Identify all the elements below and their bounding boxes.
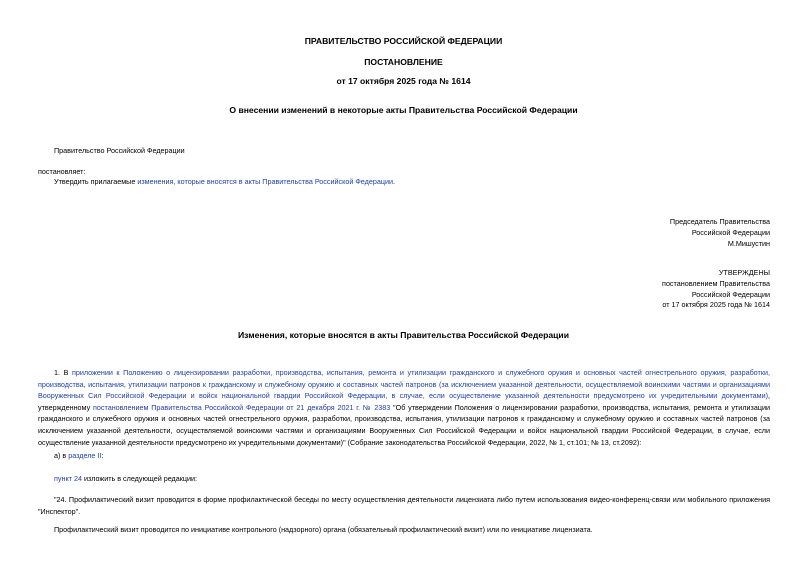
last-paragraph: Профилактический визит проводится по инициативе контрольного (надзорного) органа (обязательный профилактический визит) или по инициативе лицензиата. [54,525,593,534]
document-title: О внесении изменений в некоторые акты Правительства Российской Федерации [229,105,578,115]
government-name: ПРАВИТЕЛЬСТВО РОССИЙСКОЙ ФЕДЕРАЦИИ [304,36,503,46]
approval-organization: Российской Федерации [691,289,770,299]
point-24-link[interactable]: пункт 24 [54,474,82,483]
intro-text: Правительство Российской Федерации [54,146,185,155]
approve-suffix: . [392,177,395,186]
signature-block [500,217,770,249]
decides-text: постановляет: [38,167,86,176]
subitem-a [38,450,786,462]
signature-organization: Российской Федерации [691,227,770,237]
section-ii-link[interactable]: разделе II [68,451,102,460]
point-24-instruction [38,473,786,485]
annex-title: Изменения, которые вносятся в акты Правительства Российской Федерации [237,330,569,340]
point-24-suffix: изложить в следующей редакции: [81,474,198,483]
approve-paragraph [38,176,786,188]
approval-by: постановлением Правительства [662,278,770,288]
resolution-link[interactable]: постановлением Правительства Российской Федерации от 21 декабря 2021 г. № 2383 [93,402,391,412]
document-date-number: от 17 октября 2025 года № 1614 [336,76,471,86]
p1-mid: , утвержденному [38,391,770,412]
p1-text: "Об утверждении Положения о лицензировании разработки, производства, испытания, ремонта и утилизации гражданского и служебного оружия и основных частей огнестрельного оружия, разработки, производства, испытания, утилизации патронов к гражданскому и служебному оружию и составных частей патронов (за исключением указанной деятельности, осуществляемой воинскими частями и организациями Вооруженных Сил Российской Федерации и войск национальной гвардии Российской Федерации, в случае, если осуществление указанной деятельности предусмотрено их учредительными документами)" (Собрание законодательства Российской Федерации, 2022, № 1, ст.101; № 13, ст.2092): [38,402,770,447]
approval-date-number: от 17 октября 2025 года № 1614 [662,300,770,310]
signature-name: М.Мишустин [727,238,770,248]
approval-block [500,268,770,311]
subitem-a-prefix: а) в [54,451,69,460]
subitem-a-suffix: : [101,451,104,460]
approval-heading: УТВЕРЖДЕНЫ [718,268,770,277]
annex-paragraph-1 [38,367,770,448]
document-type: ПОСТАНОВЛЕНИЕ [364,57,443,67]
annex-appendix-link[interactable]: приложении к Положению о лицензировании разработки, производства, испытания, ремонта и утилизации гражданского и служебного оружия и основных частей огнестрельного оружия, разработки, производства, испытания, утилизации патронов к гражданскому и служебному оружию и составных частей патронов (за исключением указанной деятельности, осуществляемой воинскими частями и организациями Вооруженных Сил Российской Федерации и войск национальной гвардии Российской Федерации, в случае, если осуществление указанной деятельности предусмотрено их учредительными документами) [38,368,770,401]
approve-link[interactable]: изменения, которые вносятся в акты Правительства Российской Федерации [137,177,393,186]
p1-start: 1. В [54,368,72,377]
approve-prefix: Утвердить прилагаемые [54,177,138,186]
signature-position: Председатель Правительства [669,217,770,226]
quoted-point-24: "24. Профилактический визит проводится в форме профилактической беседы по месту осуществления деятельности лицензиата либо путем использования видео-конференц-связи или мобильного приложения "Инспектор". [38,495,770,516]
